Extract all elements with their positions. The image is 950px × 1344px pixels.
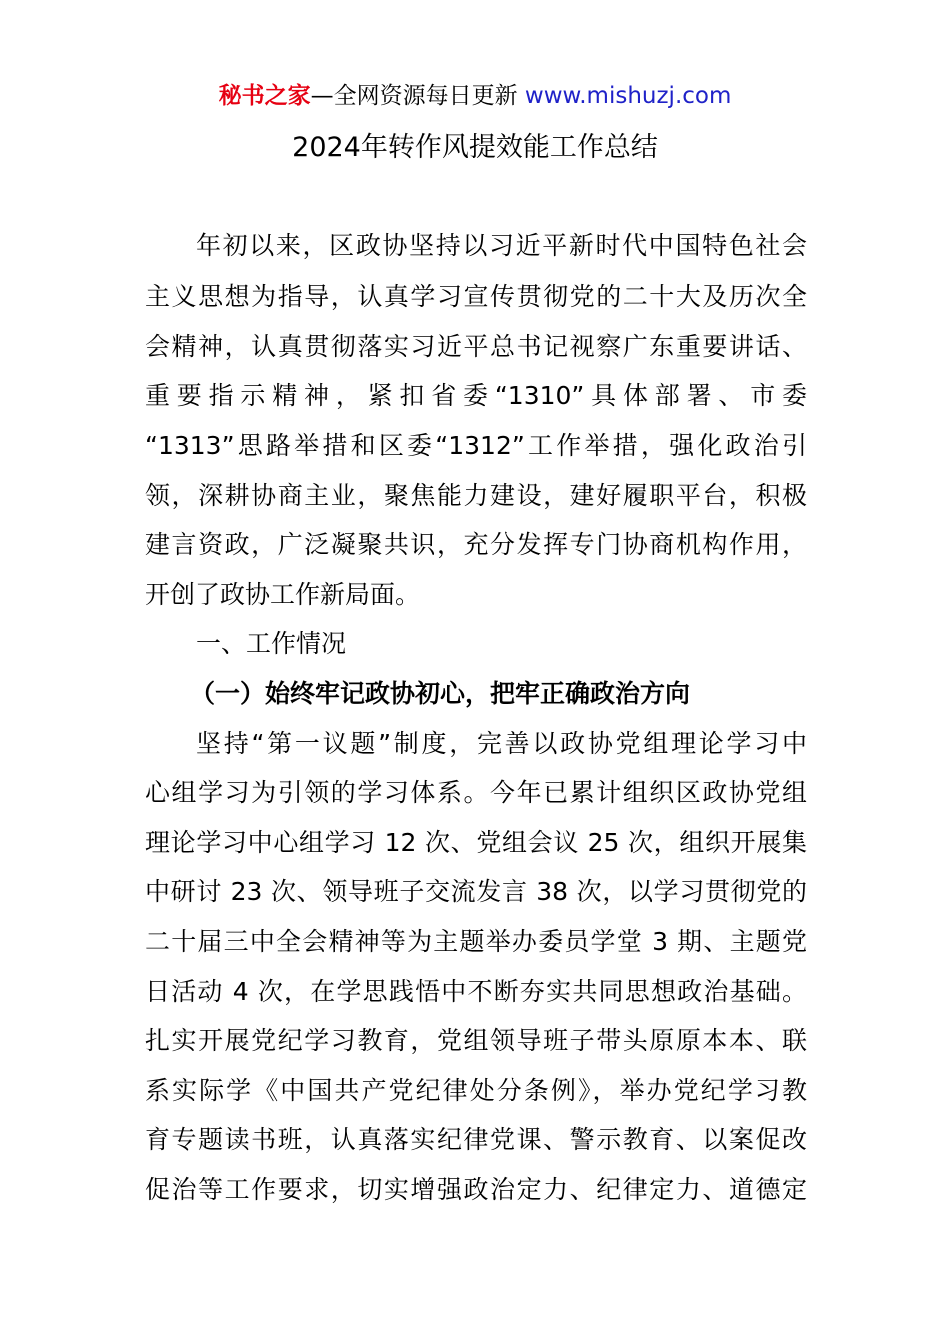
site-url-link[interactable]: www.mishuzj.com: [524, 83, 732, 109]
site-header: [0, 80, 950, 112]
paragraph-line: “1313”思路举措和区委“1312”工作举措，强化政治引: [145, 431, 807, 460]
paragraph-line: 领，深耕协商主业，聚焦能力建设，建好履职平台，积极: [145, 481, 807, 510]
paragraph-line: 心组学习为引领的学习体系。今年已累计组织区政协党组: [145, 778, 807, 807]
paragraph-line: 主义思想为指导，认真学习宣传贯彻党的二十大及历次全: [145, 282, 807, 311]
paragraph-line: 育专题读书班，认真落实纪律党课、警示教育、以案促改: [145, 1125, 807, 1154]
paragraph-line: 重要指示精神，紧扣省委“1310”具体部署、市委: [145, 381, 807, 410]
paragraph-line: 系实际学《中国共产党纪律处分条例》，举办党纪学习教: [145, 1076, 807, 1105]
paragraph-line: 会精神，认真贯彻落实习近平总书记视察广东重要讲话、: [145, 332, 807, 361]
subsection-heading: （一）始终牢记政协初心，把牢正确政治方向: [190, 679, 691, 708]
paragraph-line: 年初以来，区政协坚持以习近平新时代中国特色社会: [196, 231, 807, 260]
paragraph-line: 二十届三中全会精神等为主题举办委员学堂 3 期、主题党: [145, 927, 807, 956]
site-tagline: —全网资源每日更新: [310, 83, 518, 109]
document-title: 2024年转作风提效能工作总结: [292, 132, 658, 163]
paragraph-line: 建言资政，广泛凝聚共识，充分发挥专门协商机构作用，: [145, 530, 807, 559]
section-heading: 一、工作情况: [196, 629, 347, 658]
paragraph-line: 开创了政协工作新局面。: [145, 580, 421, 609]
site-brand: 秘书之家: [218, 83, 311, 109]
paragraph-line: 中研讨 23 次、领导班子交流发言 38 次，以学习贯彻党的: [145, 877, 807, 906]
paragraph-line: 促治等工作要求，切实增强政治定力、纪律定力、道德定: [145, 1175, 807, 1204]
paragraph-line: 扎实开展党纪学习教育，党组领导班子带头原原本本、联: [145, 1026, 807, 1055]
paragraph-line: 理论学习中心组学习 12 次、党组会议 25 次，组织开展集: [145, 828, 807, 857]
paragraph-line: 坚持“第一议题”制度，完善以政协党组理论学习中: [196, 729, 807, 758]
paragraph-line: 日活动 4 次，在学思践悟中不断夯实共同思想政治基础。: [145, 977, 807, 1006]
